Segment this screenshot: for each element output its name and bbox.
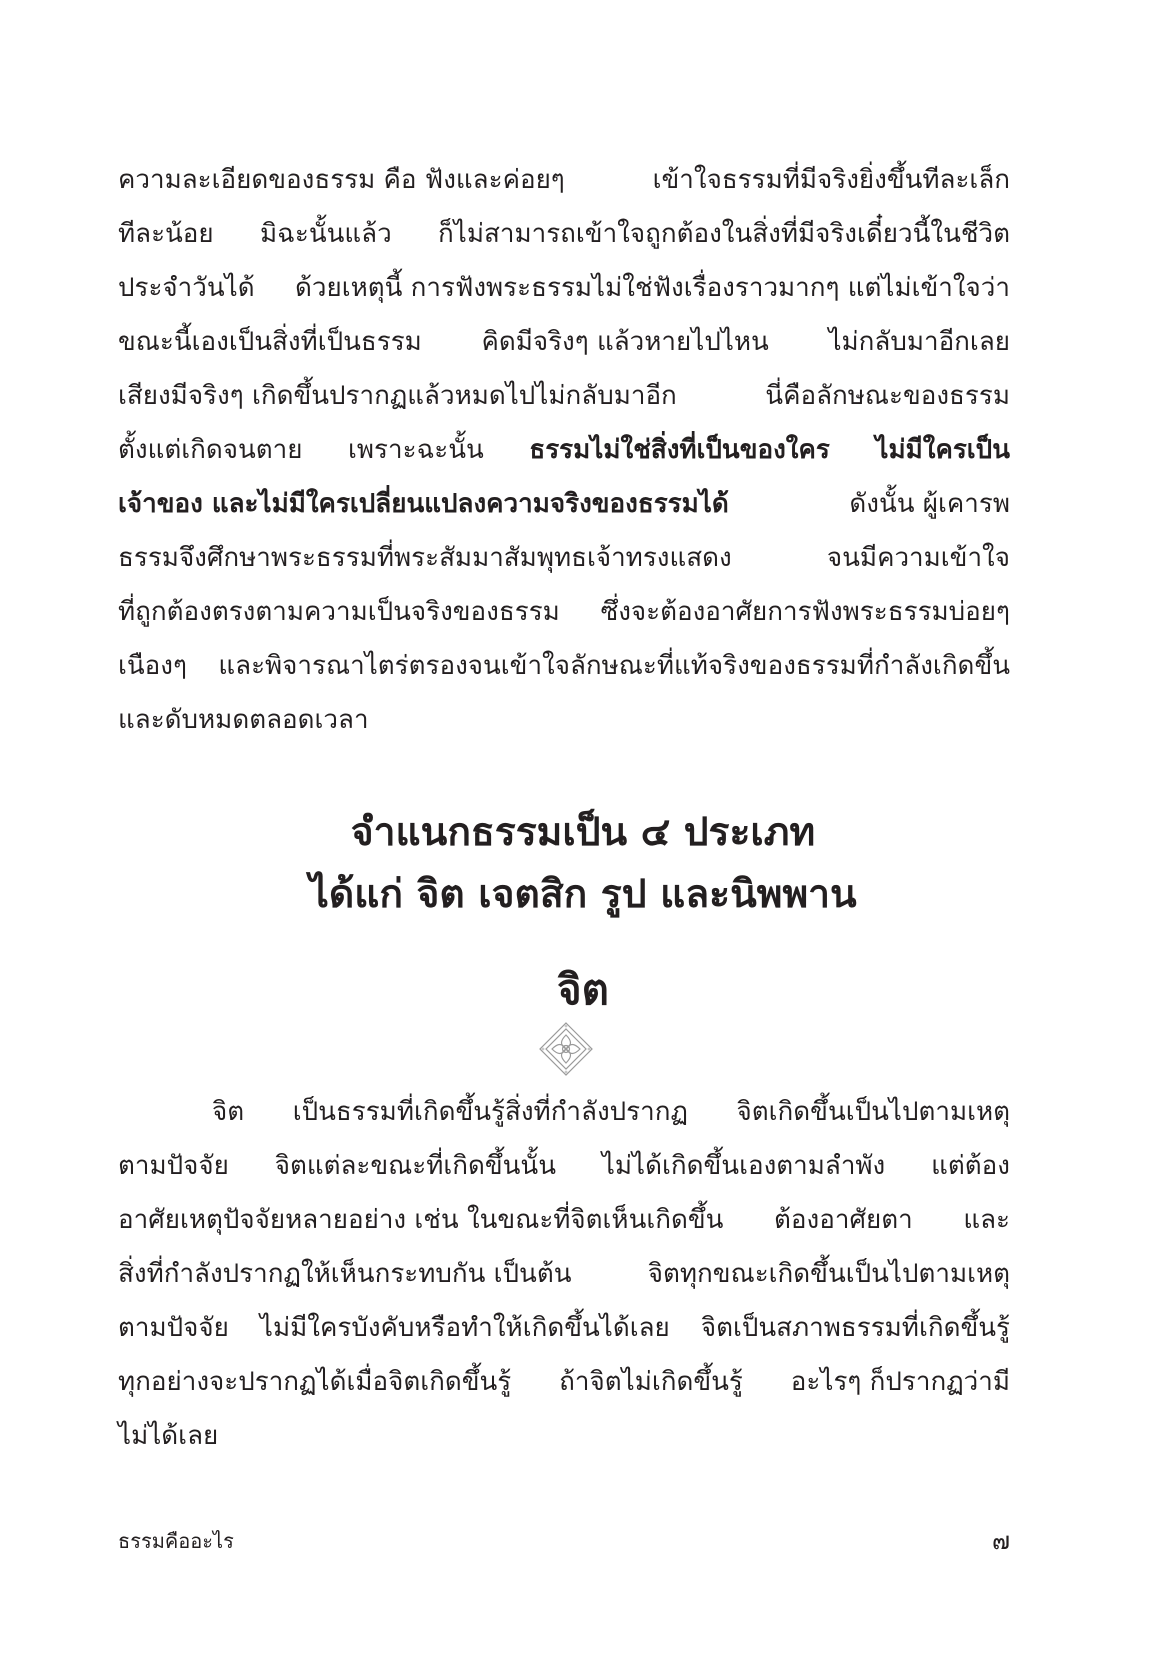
text-segment: มิฉะนั้นแล้ว [260,219,392,249]
thai-flower-ornament-icon [538,1021,594,1077]
text-segment: เสียงมีจริงๆ เกิดขึ้นปรากฏแล้วหมดไปไม่กลับมาอีก [118,381,677,411]
section-heading-line1: จำแนกธรรมเป็น ๔ ประเภท [350,810,816,855]
text-segment: เข้าใจธรรมที่มีจริงยิ่งขึ้นทีละเล็ก [652,165,1010,195]
text-segment: ไม่ได้เกิดขึ้นเองตามลำพัง [601,1151,886,1181]
text-segment: นี่คือลักษณะของธรรม [765,381,1010,411]
text-line [118,693,1010,747]
text-line [118,423,1010,477]
text-line [118,315,1010,369]
text-segment: ความละเอียดของธรรม คือ ฟังและค่อยๆ [118,165,565,195]
text-line [118,207,1010,261]
text-line [118,477,1010,531]
text-line [118,1247,1010,1301]
running-footer-title: ธรรมคืออะไร [118,1529,234,1553]
text-segment: จิต [212,1097,245,1127]
emphasis-text: ธรรมไม่ใช่สิ่งที่เป็นของใคร [529,435,830,465]
text-line [118,1193,1010,1247]
text-segment: สิ่งที่กำลังปรากฏให้เห็นกระทบกัน เป็นต้น [118,1259,572,1289]
text-line [118,261,1010,315]
paragraph-intro [118,153,1010,747]
text-segment: ไม่มีใครบังคับหรือทำให้เกิดขึ้นได้เลย [259,1313,670,1343]
text-segment: ทุกอย่างจะปรากฏได้เมื่อจิตเกิดขึ้นรู้ [118,1367,512,1397]
text-segment: อาศัยเหตุปัจจัยหลายอย่าง เช่น ในขณะที่จิตเห็นเกิดขึ้น [118,1205,724,1235]
text-segment: ธรรมจึงศึกษาพระธรรมที่พระสัมมาสัมพุทธเจ้าทรงแสดง [118,543,732,573]
text-segment: จิตแต่ละขณะที่เกิดขึ้นนั้น [274,1151,556,1181]
paragraph-citta [118,1085,1010,1463]
text-segment: เพราะฉะนั้น [348,435,484,465]
text-segment: ตามปัจจัย [118,1151,229,1181]
text-segment: ก็ไม่สามารถเข้าใจถูกต้องในสิ่งที่มีจริงเดี๋ยวนี้ในชีวิต [438,219,1010,249]
text-segment: และพิจารณาไตร่ตรองจนเข้าใจลักษณะที่แท้จริงของธรรมที่กำลังเกิดขึ้น [218,651,1010,681]
subsection-heading: จิต [557,965,609,1014]
text-line [118,1085,1010,1139]
text-segment: ต้องอาศัยตา [774,1205,913,1235]
text-segment: จิตเกิดขึ้นเป็นไปตามเหตุ [736,1097,1010,1127]
emphasis-text: เจ้าของ และไม่มีใครเปลี่ยนแปลงความจริงของธรรมได้ [118,489,729,519]
text-segment: ไม่กลับมาอีกเลย [828,327,1010,357]
text-segment: และดับหมดตลอดเวลา [118,705,369,735]
text-line [118,369,1010,423]
text-segment: เนืองๆ [118,651,187,681]
text-segment: เป็นธรรมที่เกิดขึ้นรู้สิ่งที่กำลังปรากฏ [292,1097,688,1127]
text-line [118,1139,1010,1193]
text-line [118,1301,1010,1355]
text-segment: จิตเป็นสภาพธรรมที่เกิดขึ้นรู้ [700,1313,1010,1343]
text-line [118,1355,1010,1409]
text-line [118,639,1010,693]
text-line [118,153,1010,207]
text-line [118,1409,1010,1463]
text-segment: จนมีความเข้าใจ [826,543,1010,573]
emphasis-text: ไม่มีใครเป็น [875,435,1010,465]
text-segment: ประจำวันได้ [118,273,255,303]
text-segment: แต่ต้อง [931,1151,1010,1181]
text-segment: ทีละน้อย [118,219,214,249]
text-segment: ตั้งแต่เกิดจนตาย [118,435,303,465]
text-segment: ถ้าจิตไม่เกิดขึ้นรู้ [559,1367,743,1397]
section-heading-line2: ได้แก่ จิต เจตสิก รูป และนิพพาน [309,872,857,917]
text-segment: ด้วยเหตุนี้ การฟังพระธรรมไม่ใช่ฟังเรื่องราวมากๆ แต่ไม่เข้าใจว่า [294,273,1010,303]
text-segment: อะไรๆ ก็ปรากฏว่ามี [790,1367,1010,1397]
text-segment: จิตทุกขณะเกิดขึ้นเป็นไปตามเหตุ [647,1259,1010,1289]
text-segment: ขณะนี้เองเป็นสิ่งที่เป็นธรรม [118,327,422,357]
text-segment: ซึ่งจะต้องอาศัยการฟังพระธรรมบ่อยๆ [600,597,1010,627]
text-segment: และ [963,1205,1010,1235]
text-line [118,585,1010,639]
text-segment: ตามปัจจัย [118,1313,229,1343]
text-segment: ที่ถูกต้องตรงตามความเป็นจริงของธรรม [118,597,560,627]
page-number: ๗ [991,1527,1010,1555]
text-segment: ไม่ได้เลย [118,1421,219,1451]
text-segment: คิดมีจริงๆ แล้วหายไปไหน [481,327,769,357]
text-segment: ดังนั้น ผู้เคารพ [849,489,1010,519]
text-line [118,531,1010,585]
